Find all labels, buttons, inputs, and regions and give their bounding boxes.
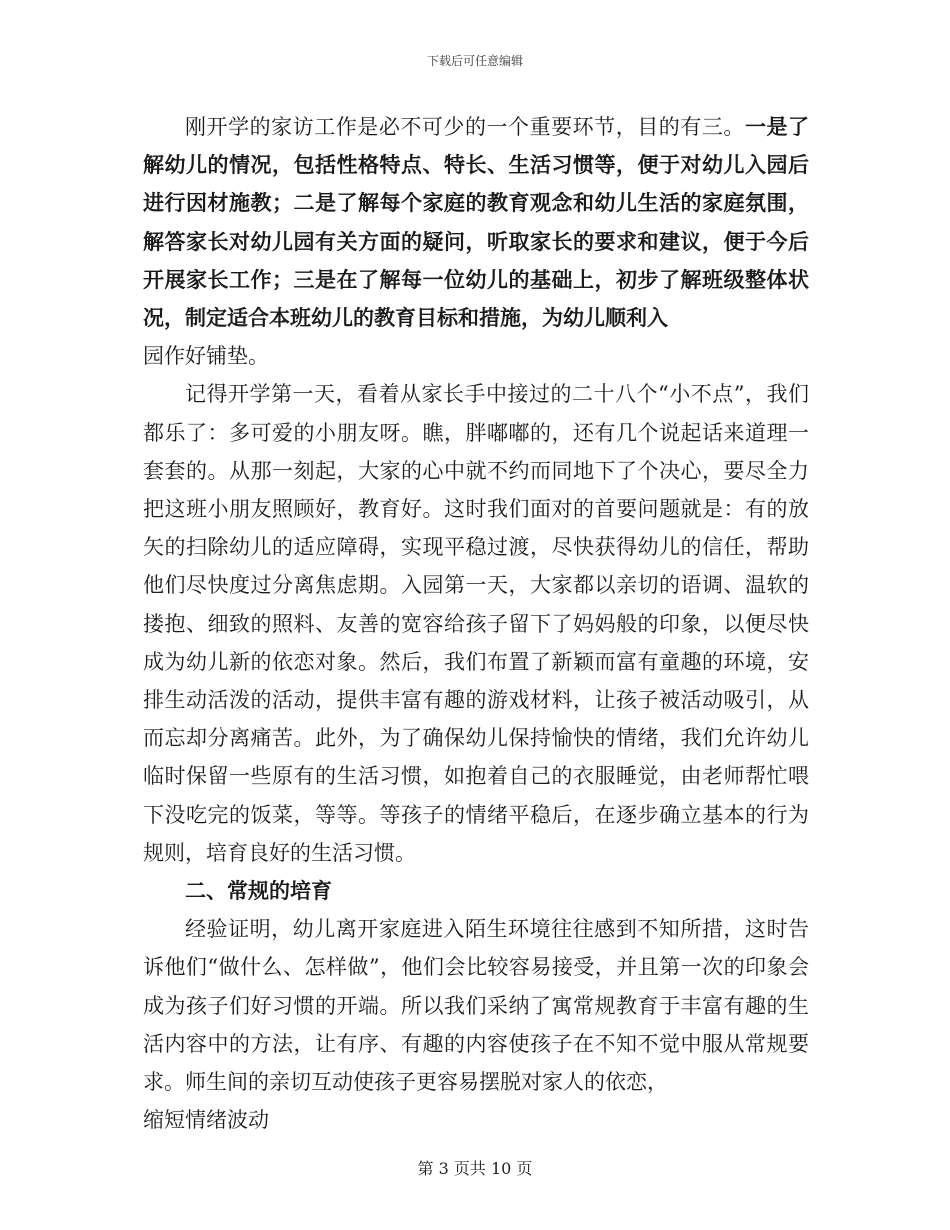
paragraph-first-day: 记得开学第一天，看着从家长手中接过的二十八个“小不点”，我们都乐了：多可爱的小朋友呀。瞧，胖嘟嘟的，还有几个说起话来道理一套套的。从那一刻起，大家的心中就不约而同地下了个决心，要尽全力把这班小朋友照顾好，教育好。这时我们面对的首要问题就是：有的放矢的扫除幼儿的适应障碍，实现平稳过渡，尽快获得幼儿的信任，帮助他们尽快度过分离焦虑期。入园第一天，大家都以亲切的语调、温软的搂抱、细致的照料、友善的宽容给孩子留下了妈妈般的印象，以便尽快成为幼儿新的依恋对象。然后，我们布置了新颖而富有童趣的环境，安排生动活泼的活动，提供丰富有趣的游戏材料，让孩子被活动吸引，从而忘却分离痛苦。此外，为了确保幼儿保持愉快的情绪，我们允许幼儿临时保留一些原有的生活习惯，如抱着自己的衣服睡觉，由老师帮忙喂下没吃完的饭菜，等等。等孩子的情绪平稳后，在逐步确立基本的行为规则，培育良好的生活习惯。 — [143, 382, 809, 865]
paragraph-intro-text: 刚开学的家访工作是必不可少的一个重要环节，目的有三。 — [185, 115, 745, 139]
paragraph-bold-text: 一是了解幼儿的情况，包括性格特点、特长、生活习惯等，便于对幼儿入园后进行因材施教；二是了解每个家庭的教育观念和幼儿生活的家庭氛围，解答家长对幼儿园有关方面的疑问，听取家长的要求和建议，便于今后开展家长工作；三是在了解每一位幼儿的基础上，初步了解班级整体状况，制定适合本班幼儿的教育目标和措施，为幼儿顺利入 — [143, 114, 810, 331]
paragraph-routine: 经验证明，幼儿离开家庭进入陌生环境往往感到不知所措，这时告诉他们“做什么、怎样做”，他们会比较容易接受，并且第一次的印象会成为孩子们好习惯的开端。所以我们采纳了寓常规教育于丰富有趣的生活内容中的方法，让有序、有趣的内容使孩子在不知不觉中服从常规要求。师生间的亲切互动使孩子更容易摆脱对家人的依恋， — [143, 917, 809, 1095]
page-number: 第 3 页共 10 页 — [417, 1159, 533, 1178]
document-body — [143, 108, 809, 1139]
paragraph-home-visit-tail: 园作好铺垫。 — [143, 344, 269, 369]
paragraph-home-visit — [143, 108, 809, 337]
paragraph-routine-tail: 缩短情绪波动 — [143, 1108, 269, 1133]
section-heading-routine: 二、常规的培育 — [185, 878, 332, 904]
page-header-note: 下载后可任意编辑 — [426, 54, 523, 68]
